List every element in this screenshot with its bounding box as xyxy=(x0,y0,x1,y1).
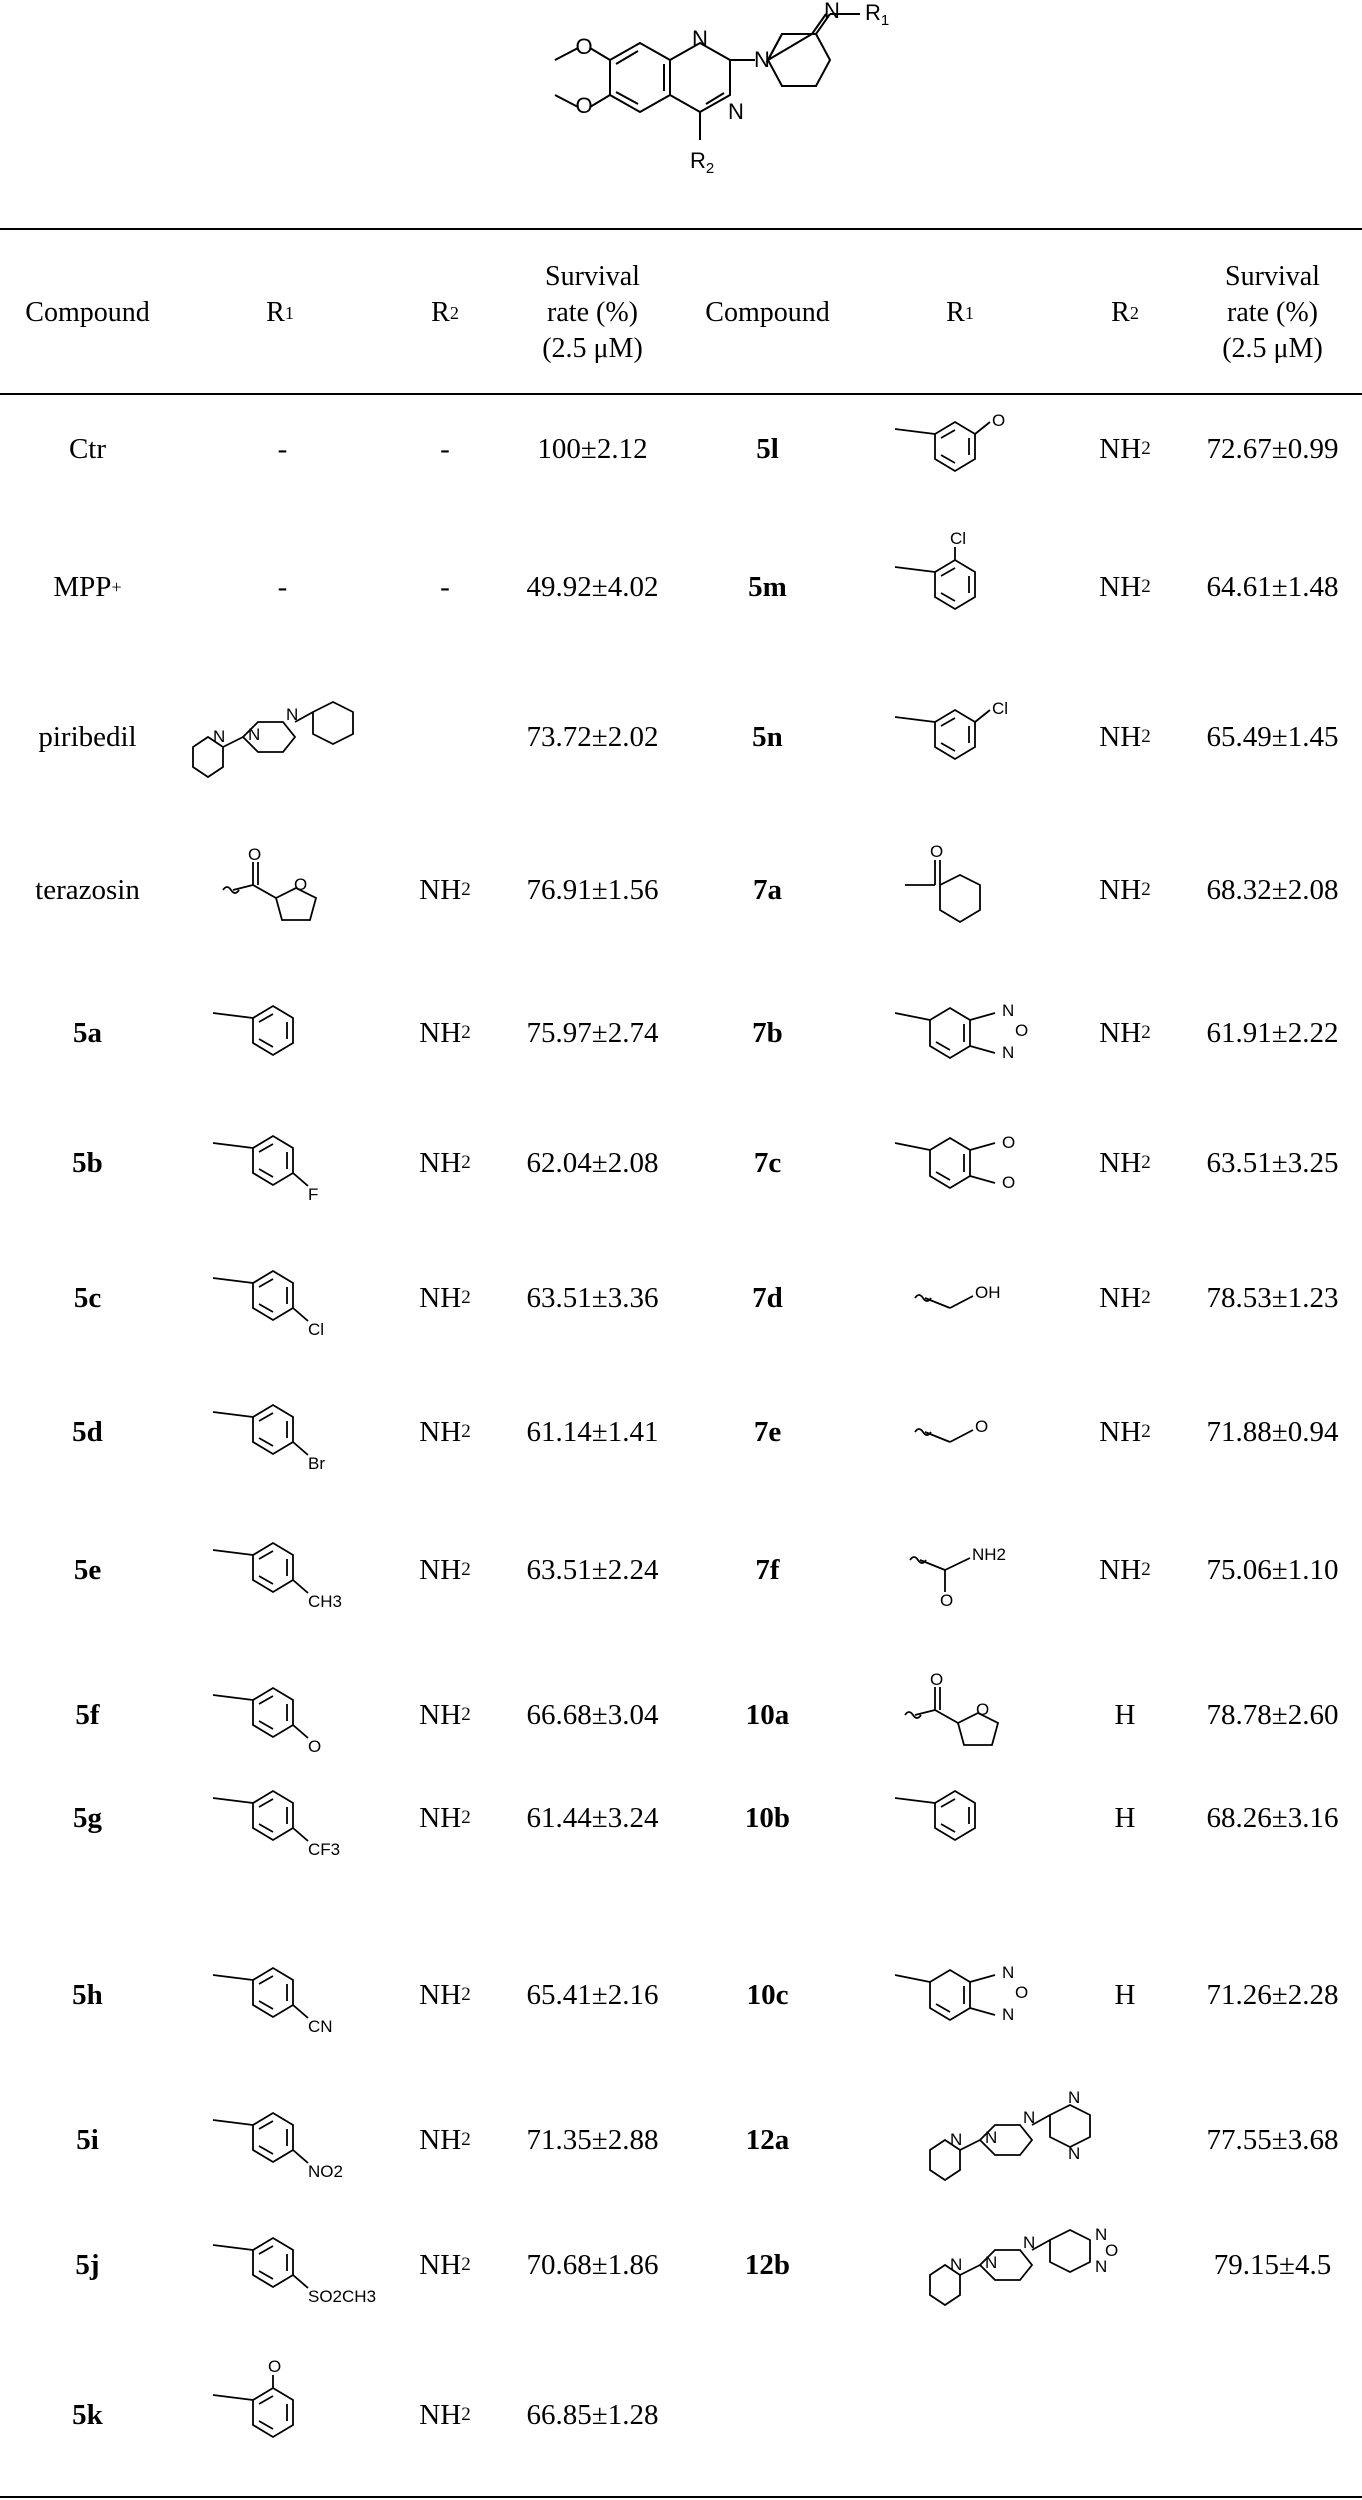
left-row-14-compound: 5k xyxy=(72,2398,103,2431)
left-row-10-compound: 5g xyxy=(73,1801,102,1834)
left-row-4-r2: NH 2 xyxy=(419,1016,471,1049)
right-row-9-compound: 10a xyxy=(745,1698,790,1731)
right-row-7-r1-structure xyxy=(870,1372,1060,1492)
header-compound-left: Compound xyxy=(25,296,150,328)
svg-text:O: O xyxy=(247,845,261,864)
right-row-0-r2: NH 2 xyxy=(1099,432,1151,465)
left-row-3-rate: 76.91±1.56 xyxy=(526,873,659,906)
svg-text:N: N xyxy=(1023,2108,1036,2127)
left-row-11-rate: 65.41±2.16 xyxy=(526,1978,659,2011)
svg-text:N: N xyxy=(247,725,260,744)
right-row-1-r2: NH 2 xyxy=(1099,570,1151,603)
header-r1-left: R 1 xyxy=(266,296,294,328)
left-row-0-compound: Ctr xyxy=(68,432,107,465)
left-row-12-r2: NH 2 xyxy=(419,2123,471,2156)
table-row xyxy=(0,2355,1362,2475)
table-row xyxy=(0,1758,1362,1878)
svg-text:O: O xyxy=(1015,1983,1029,2002)
svg-text:N: N xyxy=(1095,2225,1108,2244)
table-row xyxy=(0,677,1362,797)
right-row-10-rate: 68.26±3.16 xyxy=(1206,1801,1339,1834)
svg-text:N: N xyxy=(1002,1043,1015,1062)
quinazoline-scaffold-structure xyxy=(520,0,940,210)
svg-text:N: N xyxy=(1002,1963,1015,1982)
left-row-7-rate: 61.14±1.41 xyxy=(526,1415,659,1448)
svg-text:CH3: CH3 xyxy=(307,1592,342,1611)
svg-text:SO2CH3: SO2CH3 xyxy=(307,2287,376,2306)
left-row-9-compound: 5f xyxy=(75,1698,100,1731)
table-row xyxy=(0,389,1362,509)
table-bottom-rule xyxy=(0,2496,1362,2498)
right-row-5-compound: 7c xyxy=(753,1146,782,1179)
svg-text:N: N xyxy=(212,727,225,746)
right-row-5-r1-structure xyxy=(870,1103,1060,1223)
right-row-0-r1-structure xyxy=(870,389,1060,509)
left-row-10-r2: NH 2 xyxy=(419,1801,471,1834)
svg-text:O: O xyxy=(293,875,307,894)
left-row-13-rate: 70.68±1.86 xyxy=(526,2248,659,2281)
svg-text:N: N xyxy=(950,2130,963,2149)
right-row-9-r2: H xyxy=(1114,1698,1136,1731)
svg-text:O: O xyxy=(1015,1021,1029,1040)
right-row-4-r1-structure xyxy=(870,973,1060,1093)
right-row-3-r1-structure xyxy=(870,830,1060,950)
left-row-5-rate: 62.04±2.08 xyxy=(526,1146,659,1179)
svg-text:N: N xyxy=(1002,2005,1015,2024)
svg-text:N: N xyxy=(285,705,298,724)
right-row-7-rate: 71.88±0.94 xyxy=(1206,1415,1339,1448)
scaffold-r1: $R_1$ xyxy=(865,0,890,29)
right-row-12-rate: 77.55±3.68 xyxy=(1206,2123,1339,2156)
left-row-8-r2: NH 2 xyxy=(419,1553,471,1586)
right-row-10-r1-structure xyxy=(870,1758,1060,1878)
right-row-13-r1-structure xyxy=(870,2205,1170,2325)
table-row xyxy=(0,973,1362,1093)
left-row-4-compound: 5a xyxy=(73,1016,102,1049)
svg-text:N: N xyxy=(985,2253,998,2272)
svg-text:O: O xyxy=(992,411,1006,430)
right-row-12-compound: 12a xyxy=(745,2123,790,2156)
left-row-12-rate: 71.35±2.88 xyxy=(526,2123,659,2156)
table-row xyxy=(0,830,1362,950)
right-row-10-compound: 10b xyxy=(744,1801,791,1834)
svg-text:O: O xyxy=(1105,2241,1119,2260)
left-row-1-r2: - xyxy=(440,570,450,603)
header-compound-right: Compound xyxy=(705,296,830,328)
left-row-0-rate: 100±2.12 xyxy=(537,432,648,465)
right-row-12-r1-structure xyxy=(870,2080,1170,2200)
scaffold-svg xyxy=(520,0,940,210)
right-row-5-rate: 63.51±3.25 xyxy=(1206,1146,1339,1179)
left-row-1-rate: 49.92±4.02 xyxy=(526,570,659,603)
left-row-6-r2: NH 2 xyxy=(419,1281,471,1314)
left-row-1-compound: MPP + xyxy=(53,570,122,603)
left-row-1-r1: - xyxy=(277,570,288,603)
svg-text:O: O xyxy=(940,1591,954,1610)
right-row-6-r1-structure xyxy=(870,1238,1060,1358)
svg-text:N: N xyxy=(1002,1001,1015,1020)
left-row-2-rate: 73.72±2.02 xyxy=(526,720,659,753)
header-r1-right: R 1 xyxy=(946,296,974,328)
right-row-0-compound: 5l xyxy=(756,432,779,465)
right-row-0-rate: 72.67±0.99 xyxy=(1206,432,1339,465)
svg-text:N: N xyxy=(985,2128,998,2147)
scaffold-r2: $R_2$ xyxy=(690,148,715,177)
left-row-5-r2: NH 2 xyxy=(419,1146,471,1179)
left-row-4-rate: 75.97±2.74 xyxy=(526,1016,659,1049)
left-row-8-compound: 5e xyxy=(73,1553,102,1586)
scaffold-o-1: O xyxy=(575,34,593,59)
left-row-11-compound: 5h xyxy=(72,1978,103,2011)
table-row xyxy=(0,1510,1362,1630)
left-row-11-r2: NH 2 xyxy=(419,1978,471,2011)
scaffold-n-2: N xyxy=(728,99,744,124)
right-row-1-rate: 64.61±1.48 xyxy=(1206,570,1339,603)
right-row-13-compound: 12b xyxy=(744,2248,791,2281)
left-row-6-rate: 63.51±3.36 xyxy=(526,1281,659,1314)
svg-text:O: O xyxy=(267,2357,281,2376)
right-row-4-rate: 61.91±2.22 xyxy=(1206,1016,1339,1049)
right-row-6-r2: NH 2 xyxy=(1099,1281,1151,1314)
left-row-3-compound: terazosin xyxy=(35,873,140,906)
right-row-6-compound: 7d xyxy=(752,1281,783,1314)
svg-text:O: O xyxy=(307,1737,321,1756)
right-row-11-r1-structure xyxy=(870,1935,1060,2055)
left-row-13-r2: NH 2 xyxy=(419,2248,471,2281)
left-row-9-rate: 66.68±3.04 xyxy=(526,1698,659,1731)
left-row-14-r1-structure xyxy=(190,2355,375,2475)
svg-text:NH2: NH2 xyxy=(972,1545,1007,1564)
table-row xyxy=(0,2205,1362,2325)
right-row-5-r2: NH 2 xyxy=(1099,1146,1151,1179)
svg-text:Cl: Cl xyxy=(307,1320,324,1339)
left-row-2-compound: piribedil xyxy=(38,720,137,753)
table-row xyxy=(0,1372,1362,1492)
svg-text:N: N xyxy=(1068,2144,1081,2163)
svg-text:O: O xyxy=(930,1670,944,1689)
right-row-13-rate: 79.15±4.5 xyxy=(1213,2248,1332,2281)
svg-text:O: O xyxy=(1002,1173,1016,1192)
svg-text:OH: OH xyxy=(975,1283,1001,1302)
left-row-5-compound: 5b xyxy=(72,1146,103,1179)
right-row-8-r2: NH 2 xyxy=(1099,1553,1151,1586)
left-row-12-compound: 5i xyxy=(76,2123,99,2156)
right-row-6-rate: 78.53±1.23 xyxy=(1206,1281,1339,1314)
right-row-3-r2: NH 2 xyxy=(1099,873,1151,906)
svg-text:Cl: Cl xyxy=(950,529,967,548)
svg-text:N: N xyxy=(950,2255,963,2274)
right-row-1-compound: 5m xyxy=(748,570,787,603)
svg-text:N: N xyxy=(1068,2088,1081,2107)
scaffold-o-2: O xyxy=(575,93,593,118)
left-row-13-compound: 5j xyxy=(75,2248,100,2281)
right-row-3-rate: 68.32±2.08 xyxy=(1206,873,1339,906)
svg-text:O: O xyxy=(1002,1133,1016,1152)
svg-text:N: N xyxy=(1095,2257,1108,2276)
table-row xyxy=(0,527,1362,647)
right-row-8-r1-structure xyxy=(870,1510,1060,1630)
svg-text:F: F xyxy=(307,1185,318,1204)
svg-text:CN: CN xyxy=(307,2017,333,2036)
right-row-7-compound: 7e xyxy=(753,1415,782,1448)
right-row-2-compound: 5n xyxy=(752,720,783,753)
right-row-10-r2: H xyxy=(1114,1801,1136,1834)
right-row-2-rate: 65.49±1.45 xyxy=(1206,720,1339,753)
scaffold-n-4: N xyxy=(824,0,840,23)
right-row-2-r1-structure xyxy=(870,677,1060,797)
left-row-3-r2: NH 2 xyxy=(419,873,471,906)
header-r2-left: R 2 xyxy=(431,296,459,328)
table-row xyxy=(0,1935,1362,2055)
svg-text:O: O xyxy=(930,842,944,861)
header-r2-right: R 2 xyxy=(1111,296,1139,328)
table-row xyxy=(0,1655,1362,1775)
right-row-7-r2: NH 2 xyxy=(1099,1415,1151,1448)
right-row-4-compound: 7b xyxy=(752,1016,783,1049)
right-row-2-r2: NH 2 xyxy=(1099,720,1151,753)
right-row-11-r2: H xyxy=(1114,1978,1136,2011)
header-survival-right: Survival rate (%) (2.5 μM) xyxy=(1222,260,1323,364)
table-row xyxy=(0,1238,1362,1358)
table-row xyxy=(0,1103,1362,1223)
scaffold-n-1: N xyxy=(692,26,708,51)
right-row-4-r2: NH 2 xyxy=(1099,1016,1151,1049)
svg-text:Cl: Cl xyxy=(992,699,1009,718)
svg-text:CF3: CF3 xyxy=(307,1840,340,1859)
left-row-0-r1: - xyxy=(277,432,288,465)
scaffold-n-3: N xyxy=(754,47,770,72)
svg-text:Br: Br xyxy=(307,1454,325,1473)
table-row xyxy=(0,2080,1362,2200)
left-row-14-rate: 66.85±1.28 xyxy=(526,2398,659,2431)
right-row-9-rate: 78.78±2.60 xyxy=(1206,1698,1339,1731)
svg-text:O: O xyxy=(975,1417,989,1436)
right-row-3-compound: 7a xyxy=(753,873,782,906)
right-row-11-compound: 10c xyxy=(746,1978,789,2011)
left-row-10-rate: 61.44±3.24 xyxy=(526,1801,659,1834)
right-row-8-rate: 75.06±1.10 xyxy=(1206,1553,1339,1586)
svg-text:N: N xyxy=(1023,2233,1036,2252)
left-row-7-compound: 5d xyxy=(72,1415,103,1448)
right-row-11-rate: 71.26±2.28 xyxy=(1206,1978,1339,2011)
header-survival-left: Survival rate (%) (2.5 μM) xyxy=(542,260,643,364)
left-row-8-rate: 63.51±2.24 xyxy=(526,1553,659,1586)
left-row-14-r2: NH 2 xyxy=(419,2398,471,2431)
right-row-1-r1-structure xyxy=(870,527,1060,647)
svg-text:O: O xyxy=(976,1700,990,1719)
right-row-9-r1-structure xyxy=(870,1655,1060,1775)
left-row-9-r2: NH 2 xyxy=(419,1698,471,1731)
svg-text:NO2: NO2 xyxy=(307,2162,343,2181)
right-row-8-compound: 7f xyxy=(755,1553,780,1586)
left-row-6-compound: 5c xyxy=(73,1281,102,1314)
left-row-0-r2: - xyxy=(440,432,450,465)
left-row-7-r2: NH 2 xyxy=(419,1415,471,1448)
